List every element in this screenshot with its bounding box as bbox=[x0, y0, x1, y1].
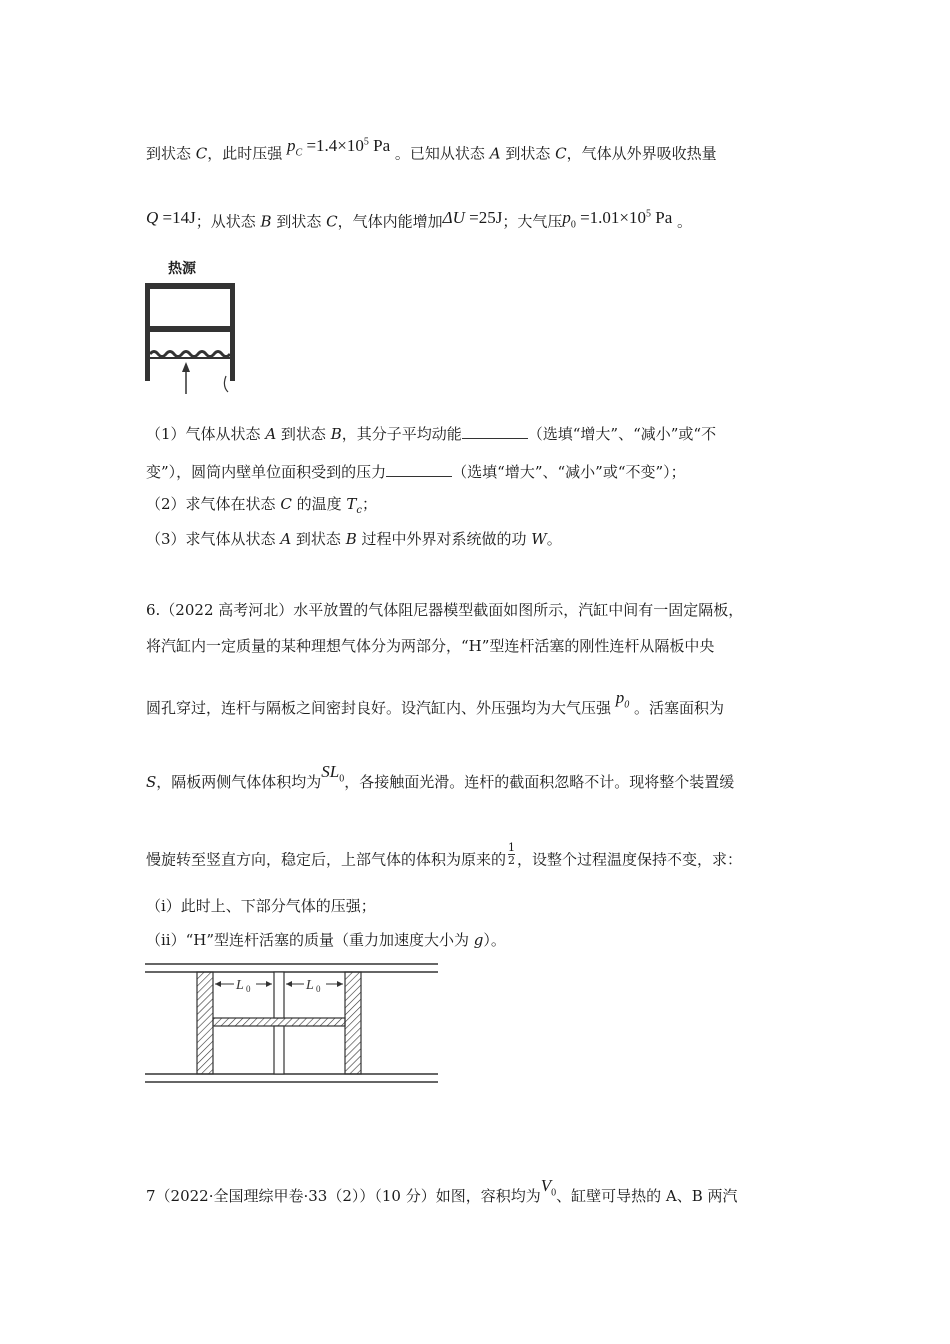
p6-line1: 6.（2022 高考河北）水平放置的气体阻尼器模型截面如图所示，汽缸中间有一固定隔板， bbox=[146, 601, 744, 619]
p7-line1: 7（2022·全国理综甲卷·33（2））（10 分）如图，容积均为$V_0$、缸壁可导热的 A、B 两汽 bbox=[146, 1176, 738, 1205]
label-L0-right-sub: 0 bbox=[316, 984, 321, 994]
p5-q1-line2: 变”），圆筒内壁单位面积受到的压力 （选填“增大”、“减小”或“不变”）； bbox=[146, 463, 686, 481]
cylinder-figure bbox=[140, 280, 240, 398]
p6-ii: （ii）“H”型连杆活塞的质量（重力加速度大小为 g）。 bbox=[146, 931, 506, 949]
p6-line2: 将汽缸内一定质量的某种理想气体分为两部分，“H”型连杆活塞的刚性连杆从隔板中央 bbox=[146, 637, 715, 655]
p5-q2: （2）求气体在状态 C 的温度 $T_c$； bbox=[146, 495, 377, 516]
label-L0-right: L bbox=[306, 978, 314, 993]
p6-line4: S，隔板两侧气体体积均为$SL_0$，各接触面光滑。连杆的截面积忽略不计。现将整个装置缓 bbox=[146, 762, 735, 791]
figure-caption: 热源 bbox=[168, 261, 196, 277]
p5-line1: 到状态 C，此时压强 $p_C =1.4\times 10^5$ Pa 。已知从状态 A 到状态 C，气体从外界吸收热量 bbox=[146, 135, 717, 163]
label-L0-left: L bbox=[236, 978, 244, 993]
p6-line3: 圆孔穿过，连杆与隔板之间密封良好。设汽缸内、外压强均为大气压强 $p_0$ 。活塞面积为 bbox=[146, 688, 725, 717]
p5-line2: Q =14J；从状态 B 到状态 C，气体内能增加ΔU =25J；大气压$p_0 =1.01\times 10^5$ Pa 。 bbox=[146, 207, 693, 231]
p5-q3: （3）求气体从状态 A 到状态 B 过程中外界对系统做的功 W。 bbox=[146, 530, 562, 548]
fraction: $\frac{1}{2}$ bbox=[508, 841, 516, 867]
label-L0-left-sub: 0 bbox=[246, 984, 251, 994]
p5-q1-line1: （1）气体从状态 A 到状态 B，其分子平均动能 （选填“增大”、“减小”或“不 bbox=[146, 425, 717, 443]
p6-line5: 慢旋转至竖直方向，稳定后，上部气体的体积为原来的 $\frac{1}{2}$ ，设整个过程温度保持不变，求： bbox=[146, 841, 743, 869]
answer-blank-2[interactable] bbox=[386, 462, 452, 477]
p6-i: （i）此时上、下部分气体的压强； bbox=[146, 897, 376, 915]
damper-figure bbox=[140, 958, 445, 1088]
answer-blank-1[interactable] bbox=[462, 424, 528, 439]
